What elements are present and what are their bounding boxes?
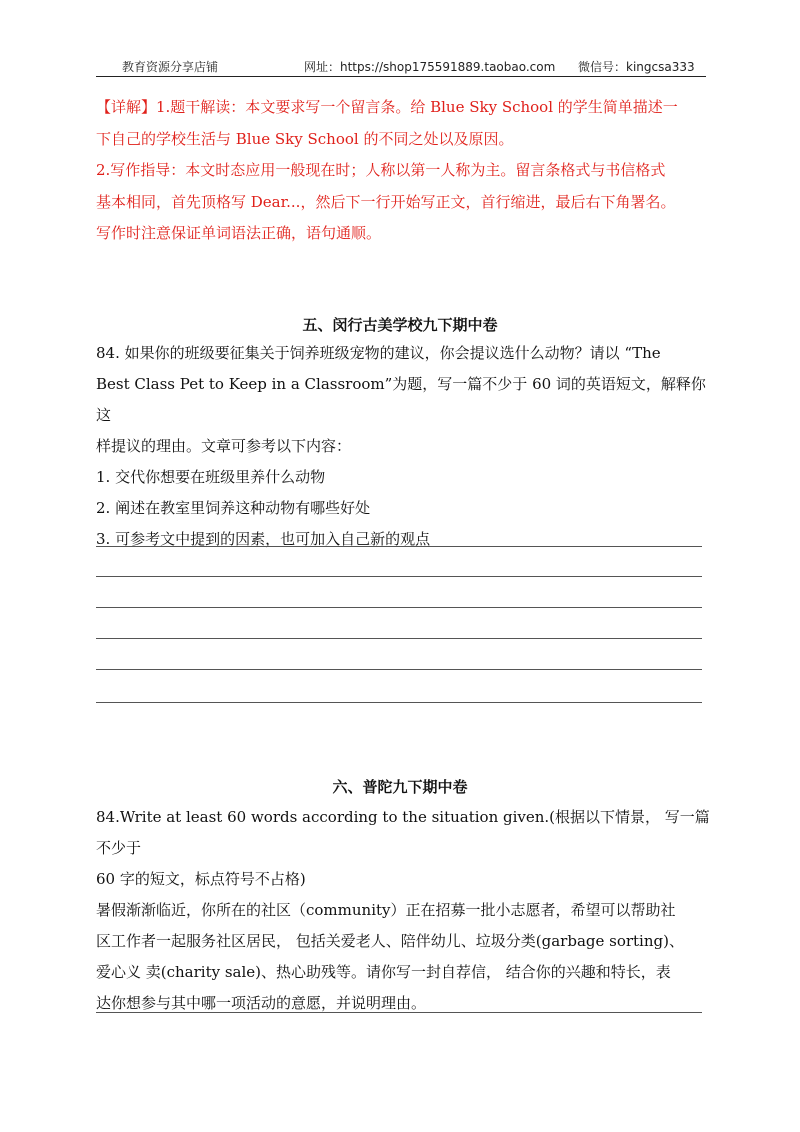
prompt-line: 60 字的短文，标点符号不占格) [96, 870, 306, 888]
prompt-line: 3. 可参考文中提到的因素，也可加入自己新的观点 [96, 530, 431, 548]
answer-writing-line[interactable] [96, 1012, 702, 1013]
answer-writing-line[interactable] [96, 546, 702, 547]
explanation-line: 2.写作指导：本文时态应用一般现在时；人称以第一人称为主。留言条格式与书信格式 [96, 161, 666, 179]
explanation-line: 基本相同，首先顶格写 Dear...，然后下一行开始写正文，首行缩进，最后右下角署名。 [96, 192, 676, 211]
header-shop-name: 教育资源分享店铺 [122, 60, 219, 74]
page-header [96, 56, 706, 77]
explanation-line: 【详解】1.题干解读：本文要求写一个留言条。给 Blue Sky School 的学生简单描述一 [96, 98, 678, 116]
prompt-line: 84. 如果你的班级要征集关于饲养班级宠物的建议，你会提议选什么动物？请以 “The [96, 344, 661, 362]
prompt-line: 达你想参与其中哪一项活动的意愿，并说明理由。 [96, 994, 427, 1012]
prompt-line: 样提议的理由。文章可参考以下内容： [96, 437, 352, 455]
answer-writing-line[interactable] [96, 607, 702, 608]
prompt-line: 区工作者一起服务社区居民， 包括关爱老人、陪伴幼儿、垃圾分类(garbage sorting)、 [96, 932, 684, 950]
prompt-line: Best Class Pet to Keep in a Classroom”为题，写一篇不少于 60 词的英语短文，解释你这 [96, 375, 706, 424]
explanation-line: 下自己的学校生活与 Blue Sky School 的不同之处以及原因。 [96, 129, 514, 148]
answer-writing-line[interactable] [96, 702, 702, 703]
section-five-title: 五、闵行古美学校九下期中卷 [302, 316, 498, 334]
prompt-line: 84.Write at least 60 words according to the situation given.(根据以下情景， 写一篇不少于 [96, 808, 710, 857]
answer-writing-line[interactable] [96, 638, 702, 639]
header-wechat-id: 微信号：kingcsa333 [578, 60, 695, 74]
answer-writing-line[interactable] [96, 669, 702, 670]
section-five-prompt [96, 338, 710, 555]
answer-writing-line[interactable] [96, 576, 702, 577]
explanation-line: 写作时注意保证单词语法正确，语句通顺。 [96, 224, 382, 242]
prompt-line: 1. 交代你想要在班级里养什么动物 [96, 468, 326, 486]
section-six-title: 六、普陀九下期中卷 [332, 778, 468, 796]
answer-explanation [96, 92, 712, 250]
prompt-line: 暑假渐渐临近，你所在的社区（community）正在招募一批小志愿者，希望可以帮助社 [96, 901, 676, 919]
section-six-prompt [96, 802, 710, 1019]
prompt-line: 爱心义 卖(charity sale)、热心助残等。请你写一封自荐信， 结合你的兴趣和特长，表 [96, 963, 671, 981]
header-shop-url: 网址：https://shop175591889.taobao.com [304, 60, 556, 74]
prompt-line: 2. 阐述在教室里饲养这种动物有哪些好处 [96, 499, 371, 517]
